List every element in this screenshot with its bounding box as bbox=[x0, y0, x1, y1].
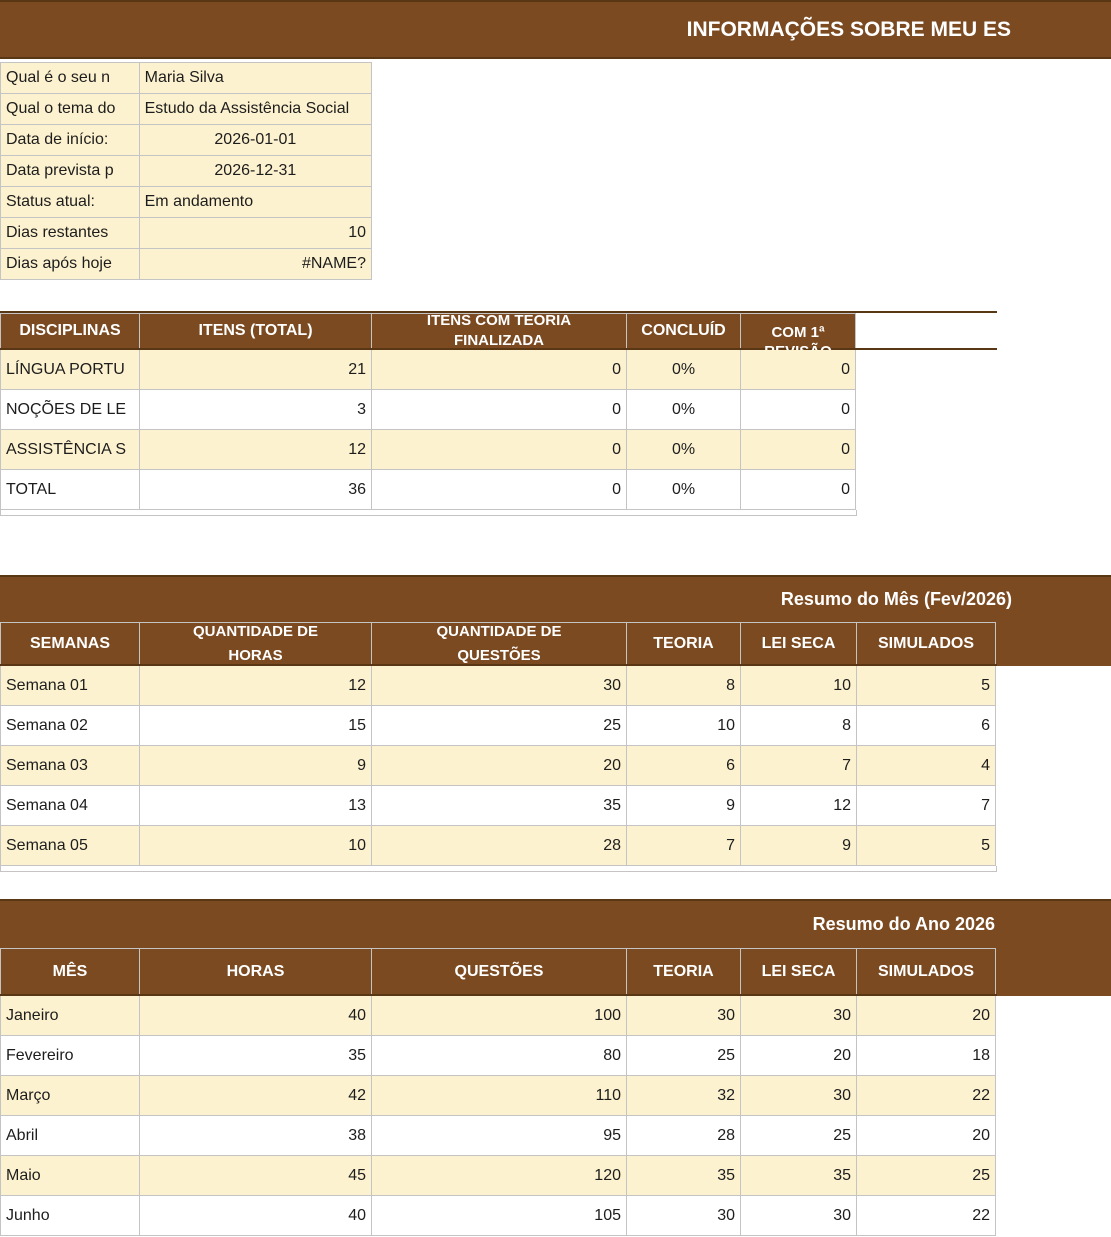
cell-teoria: 30 bbox=[626, 996, 740, 1036]
form-row bbox=[1, 249, 372, 280]
sheet-title-banner bbox=[0, 0, 1111, 59]
month-row bbox=[0, 1076, 997, 1116]
cell-simulados: 20 bbox=[856, 996, 996, 1036]
cell-itens-total: 36 bbox=[139, 470, 371, 510]
form-field-label: Dias restantes bbox=[1, 218, 140, 249]
cell-questoes: 80 bbox=[371, 1036, 626, 1076]
year-summary-header-row bbox=[0, 948, 997, 996]
month-summary-empty-row bbox=[0, 866, 997, 872]
cell-mes: Janeiro bbox=[0, 996, 139, 1036]
header-itens-teoria-finalizada bbox=[371, 313, 626, 348]
cell-horas: 9 bbox=[139, 746, 371, 786]
cell-lei-seca: 25 bbox=[740, 1116, 856, 1156]
cell-horas: 15 bbox=[139, 706, 371, 746]
cell-teoria-finalizada: 0 bbox=[371, 350, 626, 390]
cell-questoes: 110 bbox=[371, 1076, 626, 1116]
form-field-value: 10 bbox=[140, 218, 372, 249]
form-field-value: 2026-01-01 bbox=[140, 125, 372, 156]
form-field-value: Estudo da Assistência Social bbox=[140, 94, 372, 125]
cell-teoria: 30 bbox=[626, 1196, 740, 1236]
cell-teoria: 8 bbox=[626, 666, 740, 706]
cell-teoria-finalizada: 0 bbox=[371, 390, 626, 430]
cell-horas: 12 bbox=[139, 666, 371, 706]
cell-teoria: 28 bbox=[626, 1116, 740, 1156]
cell-simulados: 5 bbox=[856, 826, 996, 866]
cell-simulados: 25 bbox=[856, 1156, 996, 1196]
cell-simulados: 20 bbox=[856, 1116, 996, 1156]
form-row bbox=[1, 63, 372, 94]
cell-mes: Junho bbox=[0, 1196, 139, 1236]
discipline-row bbox=[0, 350, 857, 390]
discipline-row bbox=[0, 470, 857, 510]
cell-lei-seca: 35 bbox=[740, 1156, 856, 1196]
month-row bbox=[0, 1036, 997, 1076]
cell-simulados: 22 bbox=[856, 1076, 996, 1116]
cell-simulados: 5 bbox=[856, 666, 996, 706]
cell-lei-seca: 30 bbox=[740, 1196, 856, 1236]
cell-semana: Semana 02 bbox=[0, 706, 139, 746]
cell-simulados: 6 bbox=[856, 706, 996, 746]
month-summary-header-row bbox=[0, 622, 997, 666]
cell-simulados: 7 bbox=[856, 786, 996, 826]
cell-questoes: 100 bbox=[371, 996, 626, 1036]
year-summary-section bbox=[0, 899, 1111, 996]
cell-questoes: 20 bbox=[371, 746, 626, 786]
header-label: LEI SECA bbox=[761, 962, 836, 980]
cell-disciplina: NOÇÕES DE LE bbox=[0, 390, 139, 430]
form-field-label: Qual o tema do bbox=[1, 94, 140, 125]
cell-lei-seca: 20 bbox=[740, 1036, 856, 1076]
cell-concluido: 0% bbox=[626, 390, 740, 430]
cell-semana: Semana 04 bbox=[0, 786, 139, 826]
disciplines-empty-row bbox=[0, 510, 857, 516]
cell-questoes: 105 bbox=[371, 1196, 626, 1236]
cell-disciplina: ASSISTÊNCIA S bbox=[0, 430, 139, 470]
disciplines-header-row bbox=[0, 311, 997, 350]
cell-revisao: 0 bbox=[740, 390, 856, 430]
cell-horas: 40 bbox=[139, 1196, 371, 1236]
cell-teoria: 6 bbox=[626, 746, 740, 786]
cell-horas: 45 bbox=[139, 1156, 371, 1196]
header-label: HORAS bbox=[226, 962, 285, 980]
header-disciplinas bbox=[0, 313, 139, 348]
cell-lei-seca: 30 bbox=[740, 1076, 856, 1116]
cell-simulados: 4 bbox=[856, 746, 996, 786]
cell-teoria: 35 bbox=[626, 1156, 740, 1196]
header-quantidade-horas bbox=[139, 622, 371, 664]
cell-simulados: 22 bbox=[856, 1196, 996, 1236]
cell-disciplina: LÍNGUA PORTU bbox=[0, 350, 139, 390]
cell-mes: Fevereiro bbox=[0, 1036, 139, 1076]
cell-itens-total: 3 bbox=[139, 390, 371, 430]
header-label: QUANTIDADE DE HORAS bbox=[192, 622, 318, 664]
header-label: TEORIA bbox=[653, 634, 714, 652]
cell-questoes: 25 bbox=[371, 706, 626, 746]
header-mes bbox=[0, 948, 139, 994]
cell-revisao: 0 bbox=[740, 350, 856, 390]
header-label: LEI SECA bbox=[761, 634, 836, 652]
month-summary-section bbox=[0, 575, 1111, 666]
cell-simulados: 18 bbox=[856, 1036, 996, 1076]
cell-revisao: 0 bbox=[740, 430, 856, 470]
form-field-label: Data de início: bbox=[1, 125, 140, 156]
cell-teoria-finalizada: 0 bbox=[371, 430, 626, 470]
form-field-value: Em andamento bbox=[140, 187, 372, 218]
cell-lei-seca: 7 bbox=[740, 746, 856, 786]
header-label: ITENS COM TEORIA FINALIZADA bbox=[426, 312, 572, 349]
form-field-value: Maria Silva bbox=[140, 63, 372, 94]
form-field-label: Qual é o seu n bbox=[1, 63, 140, 94]
cell-horas: 38 bbox=[139, 1116, 371, 1156]
week-row bbox=[0, 826, 997, 866]
form-field-label: Data prevista p bbox=[1, 156, 140, 187]
cell-teoria: 25 bbox=[626, 1036, 740, 1076]
header-label: ITENS (TOTAL) bbox=[198, 322, 313, 339]
header-simulados bbox=[856, 622, 996, 664]
header-teoria bbox=[626, 622, 740, 664]
header-concluido bbox=[626, 313, 740, 348]
year-summary-title: Resumo do Ano 2026 bbox=[812, 914, 995, 934]
header-teoria bbox=[626, 948, 740, 994]
cell-mes: Março bbox=[0, 1076, 139, 1116]
form-field-value: 2026-12-31 bbox=[140, 156, 372, 187]
week-row bbox=[0, 706, 997, 746]
form-field-value: #NAME? bbox=[140, 249, 372, 280]
cell-lei-seca: 30 bbox=[740, 996, 856, 1036]
header-label: SIMULADOS bbox=[878, 962, 974, 980]
cell-teoria: 7 bbox=[626, 826, 740, 866]
header-label: QUESTÕES bbox=[454, 962, 544, 980]
header-itens-total bbox=[139, 313, 371, 348]
form-row bbox=[1, 94, 372, 125]
header-questoes bbox=[371, 948, 626, 994]
cell-questoes: 28 bbox=[371, 826, 626, 866]
header-label: DISCIPLINAS bbox=[19, 322, 121, 339]
week-row bbox=[0, 746, 997, 786]
header-lei-seca bbox=[740, 622, 856, 664]
form-field-label: Status atual: bbox=[1, 187, 140, 218]
form-row bbox=[1, 218, 372, 249]
cell-lei-seca: 12 bbox=[740, 786, 856, 826]
header-semanas bbox=[0, 622, 139, 664]
discipline-row bbox=[0, 430, 857, 470]
info-form bbox=[0, 62, 372, 280]
week-row bbox=[0, 666, 997, 706]
month-summary-table-body bbox=[0, 666, 997, 866]
cell-questoes: 35 bbox=[371, 786, 626, 826]
header-label: QUANTIDADE DE QUESTÕES bbox=[436, 622, 562, 664]
cell-revisao: 0 bbox=[740, 470, 856, 510]
month-row bbox=[0, 996, 997, 1036]
form-row bbox=[1, 156, 372, 187]
header-simulados bbox=[856, 948, 996, 994]
cell-teoria: 9 bbox=[626, 786, 740, 826]
month-summary-title: Resumo do Mês (Fev/2026) bbox=[780, 589, 1012, 609]
form-row bbox=[1, 125, 372, 156]
cell-semana: Semana 03 bbox=[0, 746, 139, 786]
form-field-label: Dias após hoje bbox=[1, 249, 140, 280]
cell-semana: Semana 05 bbox=[0, 826, 139, 866]
cell-horas: 35 bbox=[139, 1036, 371, 1076]
cell-mes: Maio bbox=[0, 1156, 139, 1196]
disciplines-table-body bbox=[0, 350, 857, 510]
form-row bbox=[1, 187, 372, 218]
cell-questoes: 95 bbox=[371, 1116, 626, 1156]
year-summary-table-body bbox=[0, 996, 997, 1236]
cell-horas: 40 bbox=[139, 996, 371, 1036]
header-label: MÊS bbox=[52, 962, 88, 980]
cell-lei-seca: 8 bbox=[740, 706, 856, 746]
header-quantidade-questoes bbox=[371, 622, 626, 664]
month-row bbox=[0, 1116, 997, 1156]
cell-itens-total: 12 bbox=[139, 430, 371, 470]
cell-itens-total: 21 bbox=[139, 350, 371, 390]
cell-teoria-finalizada: 0 bbox=[371, 470, 626, 510]
cell-questoes: 120 bbox=[371, 1156, 626, 1196]
cell-semana: Semana 01 bbox=[0, 666, 139, 706]
cell-horas: 13 bbox=[139, 786, 371, 826]
header-label: TEORIA bbox=[653, 962, 714, 980]
cell-concluido: 0% bbox=[626, 430, 740, 470]
month-row bbox=[0, 1196, 997, 1236]
cell-teoria: 32 bbox=[626, 1076, 740, 1116]
cell-mes: Abril bbox=[0, 1116, 139, 1156]
cell-horas: 10 bbox=[139, 826, 371, 866]
header-label: SIMULADOS bbox=[878, 634, 974, 652]
cell-lei-seca: 9 bbox=[740, 826, 856, 866]
week-row bbox=[0, 786, 997, 826]
cell-concluido: 0% bbox=[626, 470, 740, 510]
cell-concluido: 0% bbox=[626, 350, 740, 390]
discipline-row bbox=[0, 390, 857, 430]
cell-disciplina: TOTAL bbox=[0, 470, 139, 510]
header-lei-seca bbox=[740, 948, 856, 994]
header-com-primeira-revisao bbox=[740, 313, 856, 348]
page-title: INFORMAÇÕES SOBRE MEU ES bbox=[686, 17, 1011, 41]
cell-teoria: 10 bbox=[626, 706, 740, 746]
cell-questoes: 30 bbox=[371, 666, 626, 706]
month-row bbox=[0, 1156, 997, 1196]
header-label: CONCLUÍD bbox=[641, 322, 726, 339]
cell-horas: 42 bbox=[139, 1076, 371, 1116]
header-line1: COM 1ª bbox=[771, 324, 825, 341]
header-horas bbox=[139, 948, 371, 994]
header-label: SEMANAS bbox=[29, 634, 110, 652]
cell-lei-seca: 10 bbox=[740, 666, 856, 706]
